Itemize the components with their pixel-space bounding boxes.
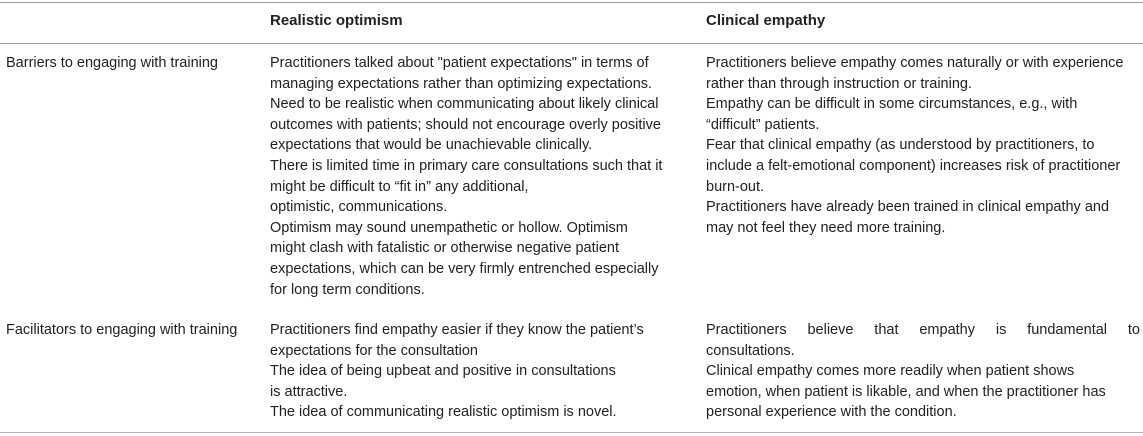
table-bottom-rule (0, 432, 1143, 433)
cell-text-line: burn-out. (706, 178, 765, 195)
cell-facilitators-clinical-empathy (706, 320, 1140, 423)
cell-text-line: optimistic, communications. (270, 199, 448, 216)
cell-text-line: Practitioners have already been trained in clinical empathy and (706, 199, 1110, 216)
header-realistic-optimism: Realistic optimism (270, 12, 403, 29)
cell-text-line: Empathy can be difficult in some circumstances, e.g., with (706, 96, 1078, 113)
cell-text-line: for long term conditions. (270, 281, 425, 298)
cell-text-line: Practitioners find empathy easier if they know the patient’s (270, 322, 644, 338)
cell-text-line: Practitioners believe that empathy is fundamental to (706, 322, 1140, 338)
row-label-barriers: Barriers to engaging with training (6, 55, 218, 71)
cell-text-line: outcomes with patients; should not encourage overly positive (270, 116, 661, 133)
cell-text-line: is attractive. (270, 383, 348, 400)
cell-text-line: consultations. (706, 342, 795, 359)
cell-text-line: The idea of communicating realistic optimism is novel. (270, 404, 617, 421)
cell-text-line: expectations, which can be very firmly entrenched especially (270, 260, 659, 277)
cell-text-line: The idea of being upbeat and positive in consultations (270, 363, 616, 380)
cell-text-line: Optimism may sound unempathetic or hollow. Optimism (270, 219, 628, 236)
cell-text-line: include a felt-emotional component) increases risk of practitioner (706, 157, 1121, 174)
cell-text-line: Fear that clinical empathy (as understood by practitioners, to (706, 137, 1095, 154)
cell-text-line: Need to be realistic when communicating about likely clinical (270, 96, 659, 113)
table-header-rule (0, 43, 1143, 44)
cell-barriers-clinical-empathy (706, 53, 1140, 238)
cell-text-line: might clash with fatalistic or otherwise negative patient (270, 240, 619, 257)
cell-text-line: emotion, when patient is likable, and when the practitioner has (706, 383, 1106, 400)
cell-facilitators-realistic-optimism (270, 320, 685, 423)
cell-text-line: may not feel they need more training. (706, 219, 946, 236)
cell-text-line: There is limited time in primary care consultations such that it (270, 157, 663, 174)
cell-text-line: expectations that would be unachievable clinically. (270, 137, 593, 154)
table-top-rule (0, 2, 1143, 3)
cell-text-line: Practitioners talked about "patient expectations" in terms of (270, 55, 649, 71)
cell-text-line: rather than through instruction or training. (706, 75, 972, 92)
cell-text-line: personal experience with the condition. (706, 404, 957, 421)
cell-text-line: “difficult” patients. (706, 116, 820, 133)
cell-barriers-realistic-optimism (270, 53, 685, 300)
cell-text-line: expectations for the consultation (270, 342, 478, 359)
header-clinical-empathy: Clinical empathy (706, 12, 826, 29)
row-label-facilitators: Facilitators to engaging with training (6, 322, 238, 338)
cell-text-line: Clinical empathy comes more readily when patient shows (706, 363, 1075, 380)
cell-text-line: Practitioners believe empathy comes naturally or with experience (706, 55, 1124, 71)
cell-text-line: managing expectations rather than optimizing expectations. (270, 75, 653, 92)
cell-text-line: might be difficult to “fit in” any additional, (270, 178, 529, 195)
